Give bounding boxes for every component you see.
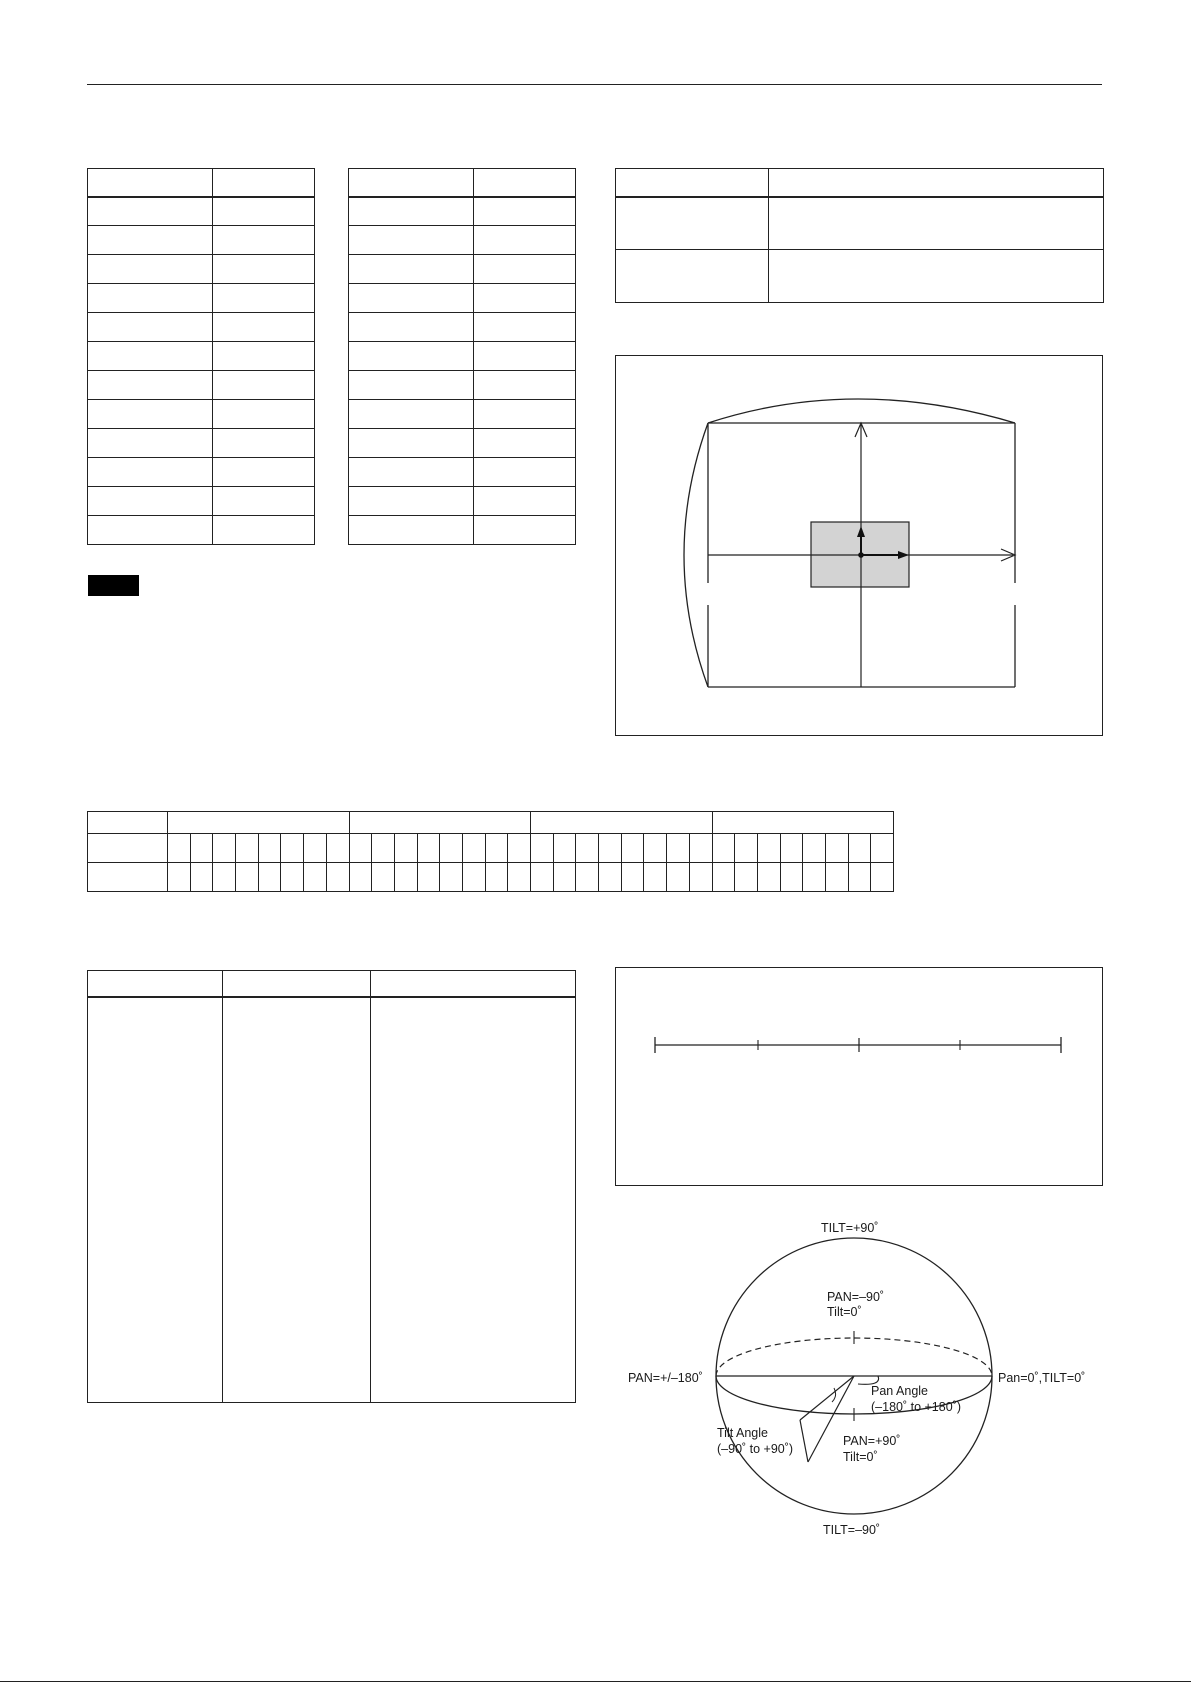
pan-0-label: Pan=0˚,TILT=0˚ (998, 1371, 1086, 1385)
table-row (88, 834, 894, 863)
table-row (88, 429, 315, 458)
note-label (88, 575, 139, 596)
table-row (349, 197, 576, 226)
table-row (88, 313, 315, 342)
header-rule (87, 84, 1102, 85)
pan-180-label: PAN=+/–180˚ (628, 1371, 703, 1385)
pan-minus90-tilt-label: Tilt=0˚ (827, 1305, 862, 1319)
pan-angle-range-label: (–180˚ to +180˚) (871, 1400, 961, 1414)
scale-diagram (615, 967, 1103, 1186)
table-row (349, 371, 576, 400)
table-right-top (615, 168, 1104, 303)
table-row (88, 997, 576, 1403)
table-cell (349, 169, 474, 197)
table-row (88, 487, 315, 516)
table-row (616, 197, 1104, 250)
table-row (88, 812, 894, 834)
table-cell (213, 169, 315, 197)
pan-minus90-label: PAN=–90˚ (827, 1290, 885, 1304)
table-row (349, 458, 576, 487)
table-cell (474, 169, 576, 197)
pan-plus90-label: PAN=+90˚ (843, 1434, 901, 1448)
table-cell (616, 169, 769, 197)
table-row (88, 863, 894, 892)
table-row (349, 487, 576, 516)
table-row (88, 226, 315, 255)
table-cell (223, 971, 371, 997)
table-cell (371, 971, 576, 997)
table-row (349, 226, 576, 255)
table-row (349, 284, 576, 313)
table-cell (769, 169, 1104, 197)
table-row (88, 255, 315, 284)
table-row (349, 400, 576, 429)
tilt-angle-label: Tilt Angle (717, 1426, 768, 1440)
table-row (88, 342, 315, 371)
pan-angle-label: Pan Angle (871, 1384, 928, 1398)
table-row (349, 342, 576, 371)
frame-diagram (615, 355, 1103, 736)
table-row (88, 458, 315, 487)
tilt-angle-range-label: (–90˚ to +90˚) (717, 1442, 794, 1456)
footer-rule (0, 1681, 1191, 1682)
table-row (88, 516, 315, 545)
table-middle (348, 168, 576, 545)
table-row (88, 400, 315, 429)
table-cell (88, 169, 213, 197)
table-row (88, 284, 315, 313)
table-row (349, 429, 576, 458)
table-left (87, 168, 315, 545)
pan-plus90-tilt-label: Tilt=0˚ (843, 1450, 878, 1464)
bit-table (87, 811, 894, 892)
tilt-top-label: TILT=+90˚ (821, 1221, 879, 1235)
table-row (349, 313, 576, 342)
table-cell (88, 971, 223, 997)
table-row (616, 250, 1104, 303)
table-row (349, 255, 576, 284)
table-bottom-left (87, 970, 576, 1403)
table-row (88, 197, 315, 226)
table-row (88, 371, 315, 400)
table-row (349, 516, 576, 545)
tilt-bottom-label: TILT=–90˚ (823, 1523, 881, 1537)
